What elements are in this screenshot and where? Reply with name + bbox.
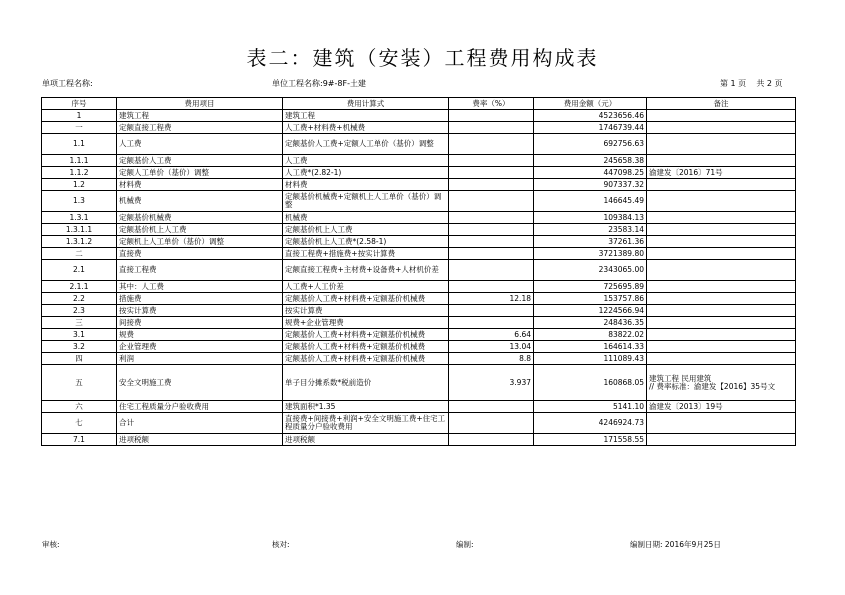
cell-amount: 5141.10 <box>534 401 647 413</box>
cell-formula: 定额基价人工费+材料费+定额基价机械费 <box>283 353 449 365</box>
cell-amount: 160868.05 <box>534 365 647 401</box>
cell-no: 1 <box>42 110 117 122</box>
cell-rate <box>449 179 534 191</box>
cell-no: 1.2 <box>42 179 117 191</box>
cell-rate: 3.937 <box>449 365 534 401</box>
cell-note <box>647 179 796 191</box>
cell-amount: 447098.25 <box>534 167 647 179</box>
cell-no: 1.3.1 <box>42 212 117 224</box>
cell-no: 1.1.2 <box>42 167 117 179</box>
cell-rate <box>449 413 534 434</box>
cell-rate <box>449 155 534 167</box>
cell-rate <box>449 305 534 317</box>
table-row <box>42 110 796 122</box>
cell-no: 2.1.1 <box>42 281 117 293</box>
cell-rate <box>449 281 534 293</box>
cell-amount: 109384.13 <box>534 212 647 224</box>
unit-project-value: 9#-8F-土建 <box>322 79 366 88</box>
cell-item: 定额直接工程费 <box>117 122 283 134</box>
cell-item: 直接工程费 <box>117 260 283 281</box>
table-row <box>42 134 796 155</box>
cell-rate <box>449 134 534 155</box>
cell-no: 五 <box>42 365 117 401</box>
cell-amount: 1746739.44 <box>534 122 647 134</box>
cell-formula: 建筑工程 <box>283 110 449 122</box>
cell-note <box>647 293 796 305</box>
cell-formula: 定额基价机上人工费 <box>283 224 449 236</box>
col-header-amount: 费用金额（元） <box>534 98 647 110</box>
cell-rate <box>449 191 534 212</box>
cell-note <box>647 434 796 446</box>
cell-amount: 245658.38 <box>534 155 647 167</box>
cell-note: 建筑工程 民用建筑 // 费率标准：渝建发【2016】35号文 <box>647 365 796 401</box>
cell-item: 人工费 <box>117 134 283 155</box>
cell-note <box>647 413 796 434</box>
cell-formula: 人工费*(2.82-1) <box>283 167 449 179</box>
cell-note <box>647 110 796 122</box>
cell-no: 1.3.1.2 <box>42 236 117 248</box>
cell-no: 1.1.1 <box>42 155 117 167</box>
cell-item: 定额基价机械费 <box>117 212 283 224</box>
cell-formula: 按实计算费 <box>283 305 449 317</box>
cell-amount: 153757.86 <box>534 293 647 305</box>
table-row <box>42 434 796 446</box>
cell-formula: 定额基价机械费+定额机上人工单价（基价）调整 <box>283 191 449 212</box>
cell-no: 三 <box>42 317 117 329</box>
cell-note <box>647 122 796 134</box>
cell-rate: 6.64 <box>449 329 534 341</box>
table-row <box>42 305 796 317</box>
cell-rate <box>449 260 534 281</box>
cell-amount: 1224566.94 <box>534 305 647 317</box>
cell-item: 定额基价人工费 <box>117 155 283 167</box>
cell-note <box>647 212 796 224</box>
cell-amount: 725695.89 <box>534 281 647 293</box>
cell-no: 2.1 <box>42 260 117 281</box>
cell-note <box>647 134 796 155</box>
cell-note <box>647 329 796 341</box>
col-header-note: 备注 <box>647 98 796 110</box>
table-row <box>42 353 796 365</box>
cell-item: 按实计算费 <box>117 305 283 317</box>
cell-amount: 23583.14 <box>534 224 647 236</box>
cell-formula: 直接费+间接费+利润+安全文明施工费+住宅工程质量分户验收费用 <box>283 413 449 434</box>
cell-item: 间接费 <box>117 317 283 329</box>
cell-no: 3.2 <box>42 341 117 353</box>
check-label: 核对: <box>272 540 290 549</box>
table-row <box>42 329 796 341</box>
table-row <box>42 248 796 260</box>
cell-amount: 248436.35 <box>534 317 647 329</box>
cell-item: 定额人工单价（基价）调整 <box>117 167 283 179</box>
cell-no: 2.2 <box>42 293 117 305</box>
page-info: 第 1 页 共 2 页 <box>720 79 783 88</box>
cell-item: 合计 <box>117 413 283 434</box>
cell-formula: 定额基价人工费+材料费+定额基价机械费 <box>283 293 449 305</box>
cell-amount: 171558.55 <box>534 434 647 446</box>
cell-no: 1.3.1.1 <box>42 224 117 236</box>
cell-item: 机械费 <box>117 191 283 212</box>
review-label: 审核: <box>42 540 60 549</box>
cell-no: 3.1 <box>42 329 117 341</box>
cell-amount: 907337.32 <box>534 179 647 191</box>
cell-formula: 定额基价机上人工费*(2.58-1) <box>283 236 449 248</box>
cell-no: 1.3 <box>42 191 117 212</box>
cell-rate <box>449 236 534 248</box>
cell-rate <box>449 248 534 260</box>
col-header-formula: 费用计算式 <box>283 98 449 110</box>
table-row <box>42 122 796 134</box>
table-row <box>42 212 796 224</box>
table-row <box>42 401 796 413</box>
single-project-label: 单项工程名称: <box>42 79 93 88</box>
cell-formula: 定额基价人工费+材料费+定额基价机械费 <box>283 329 449 341</box>
cell-amount: 83822.02 <box>534 329 647 341</box>
cell-note <box>647 317 796 329</box>
cell-amount: 692756.63 <box>534 134 647 155</box>
cell-note <box>647 353 796 365</box>
cell-amount: 4246924.73 <box>534 413 647 434</box>
cell-rate <box>449 224 534 236</box>
prepare-label: 编制: <box>456 540 474 549</box>
table-row <box>42 293 796 305</box>
cell-note <box>647 224 796 236</box>
cell-item: 定额基价机上人工费 <box>117 224 283 236</box>
cost-table <box>41 97 796 446</box>
cell-item: 进项税额 <box>117 434 283 446</box>
table-row <box>42 224 796 236</box>
cell-item: 定额机上人工单价（基价）调整 <box>117 236 283 248</box>
cell-note: 渝建发〔2013〕19号 <box>647 401 796 413</box>
col-header-rate: 费率（%） <box>449 98 534 110</box>
cell-formula: 定额直接工程费+主材费+设备费+人材机价差 <box>283 260 449 281</box>
table-row <box>42 281 796 293</box>
cell-rate <box>449 401 534 413</box>
cell-rate <box>449 434 534 446</box>
cell-item: 规费 <box>117 329 283 341</box>
cell-note: 渝建发〔2016〕71号 <box>647 167 796 179</box>
cell-item: 材料费 <box>117 179 283 191</box>
cell-amount: 2343065.00 <box>534 260 647 281</box>
cell-no: 四 <box>42 353 117 365</box>
cell-rate: 13.04 <box>449 341 534 353</box>
cell-item: 建筑工程 <box>117 110 283 122</box>
cell-rate: 12.18 <box>449 293 534 305</box>
cell-no: 二 <box>42 248 117 260</box>
cell-note <box>647 236 796 248</box>
cell-formula: 单子目分摊系数*税前造价 <box>283 365 449 401</box>
cell-note <box>647 260 796 281</box>
cell-formula: 规费+企业管理费 <box>283 317 449 329</box>
cell-formula: 定额基价人工费+材料费+定额基价机械费 <box>283 341 449 353</box>
cell-no: 七 <box>42 413 117 434</box>
cell-amount: 3721389.80 <box>534 248 647 260</box>
cell-formula: 建筑面积*1.35 <box>283 401 449 413</box>
table-header-row <box>42 98 796 110</box>
cell-no: 六 <box>42 401 117 413</box>
prepare-date: 编制日期: 2016年9月25日 <box>630 540 721 549</box>
cell-item: 安全文明施工费 <box>117 365 283 401</box>
cell-rate <box>449 317 534 329</box>
cell-amount: 146645.49 <box>534 191 647 212</box>
cell-amount: 4523656.46 <box>534 110 647 122</box>
cell-amount: 164614.33 <box>534 341 647 353</box>
cell-no: 1.1 <box>42 134 117 155</box>
cell-item: 直接费 <box>117 248 283 260</box>
cell-item: 住宅工程质量分户验收费用 <box>117 401 283 413</box>
table-row <box>42 191 796 212</box>
cell-item: 利润 <box>117 353 283 365</box>
cell-formula: 机械费 <box>283 212 449 224</box>
cell-item: 其中：人工费 <box>117 281 283 293</box>
page-title: 表二：建筑（安装）工程费用构成表 <box>246 46 599 70</box>
cell-amount: 37261.36 <box>534 236 647 248</box>
cell-note <box>647 281 796 293</box>
cell-note <box>647 155 796 167</box>
table-row <box>42 365 796 401</box>
cell-rate <box>449 167 534 179</box>
cell-item: 措施费 <box>117 293 283 305</box>
col-header-no: 序号 <box>42 98 117 110</box>
cell-formula: 人工费 <box>283 155 449 167</box>
cell-rate <box>449 212 534 224</box>
cell-note <box>647 248 796 260</box>
col-header-item: 费用项目 <box>117 98 283 110</box>
cell-formula: 材料费 <box>283 179 449 191</box>
cell-no: 一 <box>42 122 117 134</box>
cell-item: 企业管理费 <box>117 341 283 353</box>
unit-project <box>272 78 366 89</box>
cell-formula: 人工费+材料费+机械费 <box>283 122 449 134</box>
table-row <box>42 236 796 248</box>
table-row <box>42 155 796 167</box>
cell-amount: 111089.43 <box>534 353 647 365</box>
table-row <box>42 260 796 281</box>
table-row <box>42 341 796 353</box>
cell-rate: 8.8 <box>449 353 534 365</box>
cell-note <box>647 191 796 212</box>
unit-project-label: 单位工程名称: <box>272 79 323 88</box>
cell-rate <box>449 110 534 122</box>
cell-note <box>647 341 796 353</box>
cell-formula: 定额基价人工费+定额人工单价（基价）调整 <box>283 134 449 155</box>
cell-note <box>647 305 796 317</box>
cell-formula: 人工费+人工价差 <box>283 281 449 293</box>
cell-rate <box>449 122 534 134</box>
cell-no: 2.3 <box>42 305 117 317</box>
table-row <box>42 413 796 434</box>
cell-formula: 进项税额 <box>283 434 449 446</box>
cell-no: 7.1 <box>42 434 117 446</box>
table-row <box>42 317 796 329</box>
table-row <box>42 179 796 191</box>
table-row <box>42 167 796 179</box>
cell-formula: 直接工程费+措施费+按实计算费 <box>283 248 449 260</box>
